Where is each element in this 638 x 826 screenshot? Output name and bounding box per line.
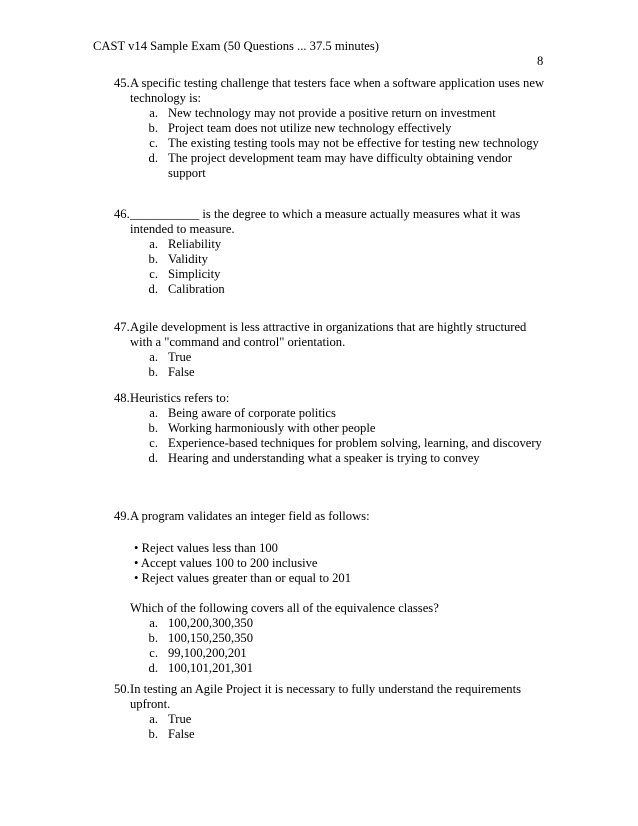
option-letter: c . bbox=[149, 267, 158, 282]
answer-option bbox=[130, 106, 550, 121]
question-number: 47 . bbox=[114, 320, 130, 335]
page-header: CAST v14 Sample Exam (50 Questions ... 37.5 minutes) bbox=[93, 39, 379, 53]
answer-options bbox=[130, 616, 550, 676]
option-letter: b . bbox=[149, 727, 158, 742]
answer-options bbox=[130, 712, 550, 742]
answer-option bbox=[130, 436, 550, 451]
answer-options bbox=[130, 350, 550, 380]
option-letter: c . bbox=[149, 646, 158, 661]
question-47 bbox=[114, 320, 550, 380]
question-49 bbox=[114, 509, 550, 676]
option-text: Calibration bbox=[168, 282, 225, 296]
option-letter: d . bbox=[149, 151, 158, 166]
answer-option bbox=[130, 365, 550, 380]
answer-option bbox=[130, 451, 550, 466]
answer-option bbox=[130, 151, 550, 181]
option-text: Reliability bbox=[168, 237, 222, 251]
question-number: 48 . bbox=[114, 391, 130, 406]
option-text: New technology may not provide a positive return on investment bbox=[168, 106, 496, 120]
question-text: Agile development is less attractive in organizations that are hightly structured with a "command and control" orientation. bbox=[130, 320, 527, 349]
question-text: ___________ is the degree to which a measure actually measures what it was intended to measure. bbox=[130, 207, 521, 236]
question-stem bbox=[114, 509, 550, 524]
question-45 bbox=[114, 76, 550, 181]
question-number: 45 . bbox=[114, 76, 130, 91]
question-sub-stem: Which of the following covers all of the equivalence classes? bbox=[130, 601, 439, 615]
option-text: Simplicity bbox=[168, 267, 221, 281]
option-letter: d . bbox=[149, 661, 158, 676]
question-stem bbox=[114, 682, 550, 712]
option-text: 100,200,300,350 bbox=[168, 616, 254, 630]
question-text: Heuristics refers to: bbox=[130, 391, 230, 405]
option-letter: a . bbox=[149, 712, 158, 727]
question-stem bbox=[114, 391, 550, 406]
answer-option bbox=[130, 350, 550, 365]
question-46 bbox=[114, 207, 550, 297]
answer-option bbox=[130, 631, 550, 646]
option-letter: a . bbox=[149, 616, 158, 631]
question-text: In testing an Agile Project it is necessary to fully understand the requirements upfront. bbox=[130, 682, 522, 711]
question-text: A specific testing challenge that testers face when a software application uses new technology is: bbox=[130, 76, 545, 105]
answer-option bbox=[130, 616, 550, 631]
answer-option bbox=[130, 727, 550, 742]
bullet-item: • Reject values greater than or equal to 201 bbox=[130, 571, 550, 586]
option-text: Experience-based techniques for problem solving, learning, and discovery bbox=[168, 436, 542, 450]
option-letter: b . bbox=[149, 365, 158, 380]
question-number: 46 . bbox=[114, 207, 130, 222]
option-letter: b . bbox=[149, 252, 158, 267]
question-number: 50 . bbox=[114, 682, 130, 697]
bullet-item: • Reject values less than 100 bbox=[130, 541, 550, 556]
option-letter: c . bbox=[149, 436, 158, 451]
answer-option bbox=[130, 267, 550, 282]
option-letter: d . bbox=[149, 451, 158, 466]
option-text: Validity bbox=[168, 252, 208, 266]
option-text: Being aware of corporate politics bbox=[168, 406, 336, 420]
question-text: A program validates an integer field as follows: bbox=[130, 509, 370, 523]
answer-option bbox=[130, 406, 550, 421]
answer-options bbox=[130, 106, 550, 181]
option-text: False bbox=[168, 365, 195, 379]
option-letter: b . bbox=[149, 421, 158, 436]
option-letter: a . bbox=[149, 237, 158, 252]
option-text: Hearing and understanding what a speaker is trying to convey bbox=[168, 451, 480, 465]
answer-option bbox=[130, 712, 550, 727]
question-stem bbox=[114, 207, 550, 237]
option-letter: b . bbox=[149, 631, 158, 646]
answer-option bbox=[130, 136, 550, 151]
answer-options bbox=[130, 237, 550, 297]
option-letter: d . bbox=[149, 282, 158, 297]
page-number: 8 bbox=[537, 54, 544, 68]
answer-option bbox=[130, 252, 550, 267]
bullet-item: • Accept values 100 to 200 inclusive bbox=[130, 556, 550, 571]
option-text: The project development team may have difficulty obtaining vendor support bbox=[168, 151, 512, 180]
option-letter: a . bbox=[149, 350, 158, 365]
bullet-list bbox=[130, 541, 550, 586]
question-number: 49 . bbox=[114, 509, 130, 524]
question-stem bbox=[114, 320, 550, 350]
answer-option bbox=[130, 646, 550, 661]
option-text: False bbox=[168, 727, 195, 741]
option-text: The existing testing tools may not be effective for testing new technology bbox=[168, 136, 539, 150]
option-text: Working harmoniously with other people bbox=[168, 421, 376, 435]
option-text: 99,100,200,201 bbox=[168, 646, 247, 660]
option-letter: b . bbox=[149, 121, 158, 136]
answer-option bbox=[130, 661, 550, 676]
option-letter: c . bbox=[149, 136, 158, 151]
answer-options bbox=[130, 406, 550, 466]
option-text: 100,150,250,350 bbox=[168, 631, 254, 645]
question-50 bbox=[114, 682, 550, 742]
answer-option bbox=[130, 282, 550, 297]
option-text: True bbox=[168, 350, 192, 364]
option-text: 100,101,201,301 bbox=[168, 661, 254, 675]
answer-option bbox=[130, 237, 550, 252]
option-text: True bbox=[168, 712, 192, 726]
question-stem bbox=[114, 76, 550, 106]
option-text: Project team does not utilize new technology effectively bbox=[168, 121, 452, 135]
answer-option bbox=[130, 421, 550, 436]
option-letter: a . bbox=[149, 406, 158, 421]
answer-option bbox=[130, 121, 550, 136]
option-letter: a . bbox=[149, 106, 158, 121]
question-48 bbox=[114, 391, 550, 466]
